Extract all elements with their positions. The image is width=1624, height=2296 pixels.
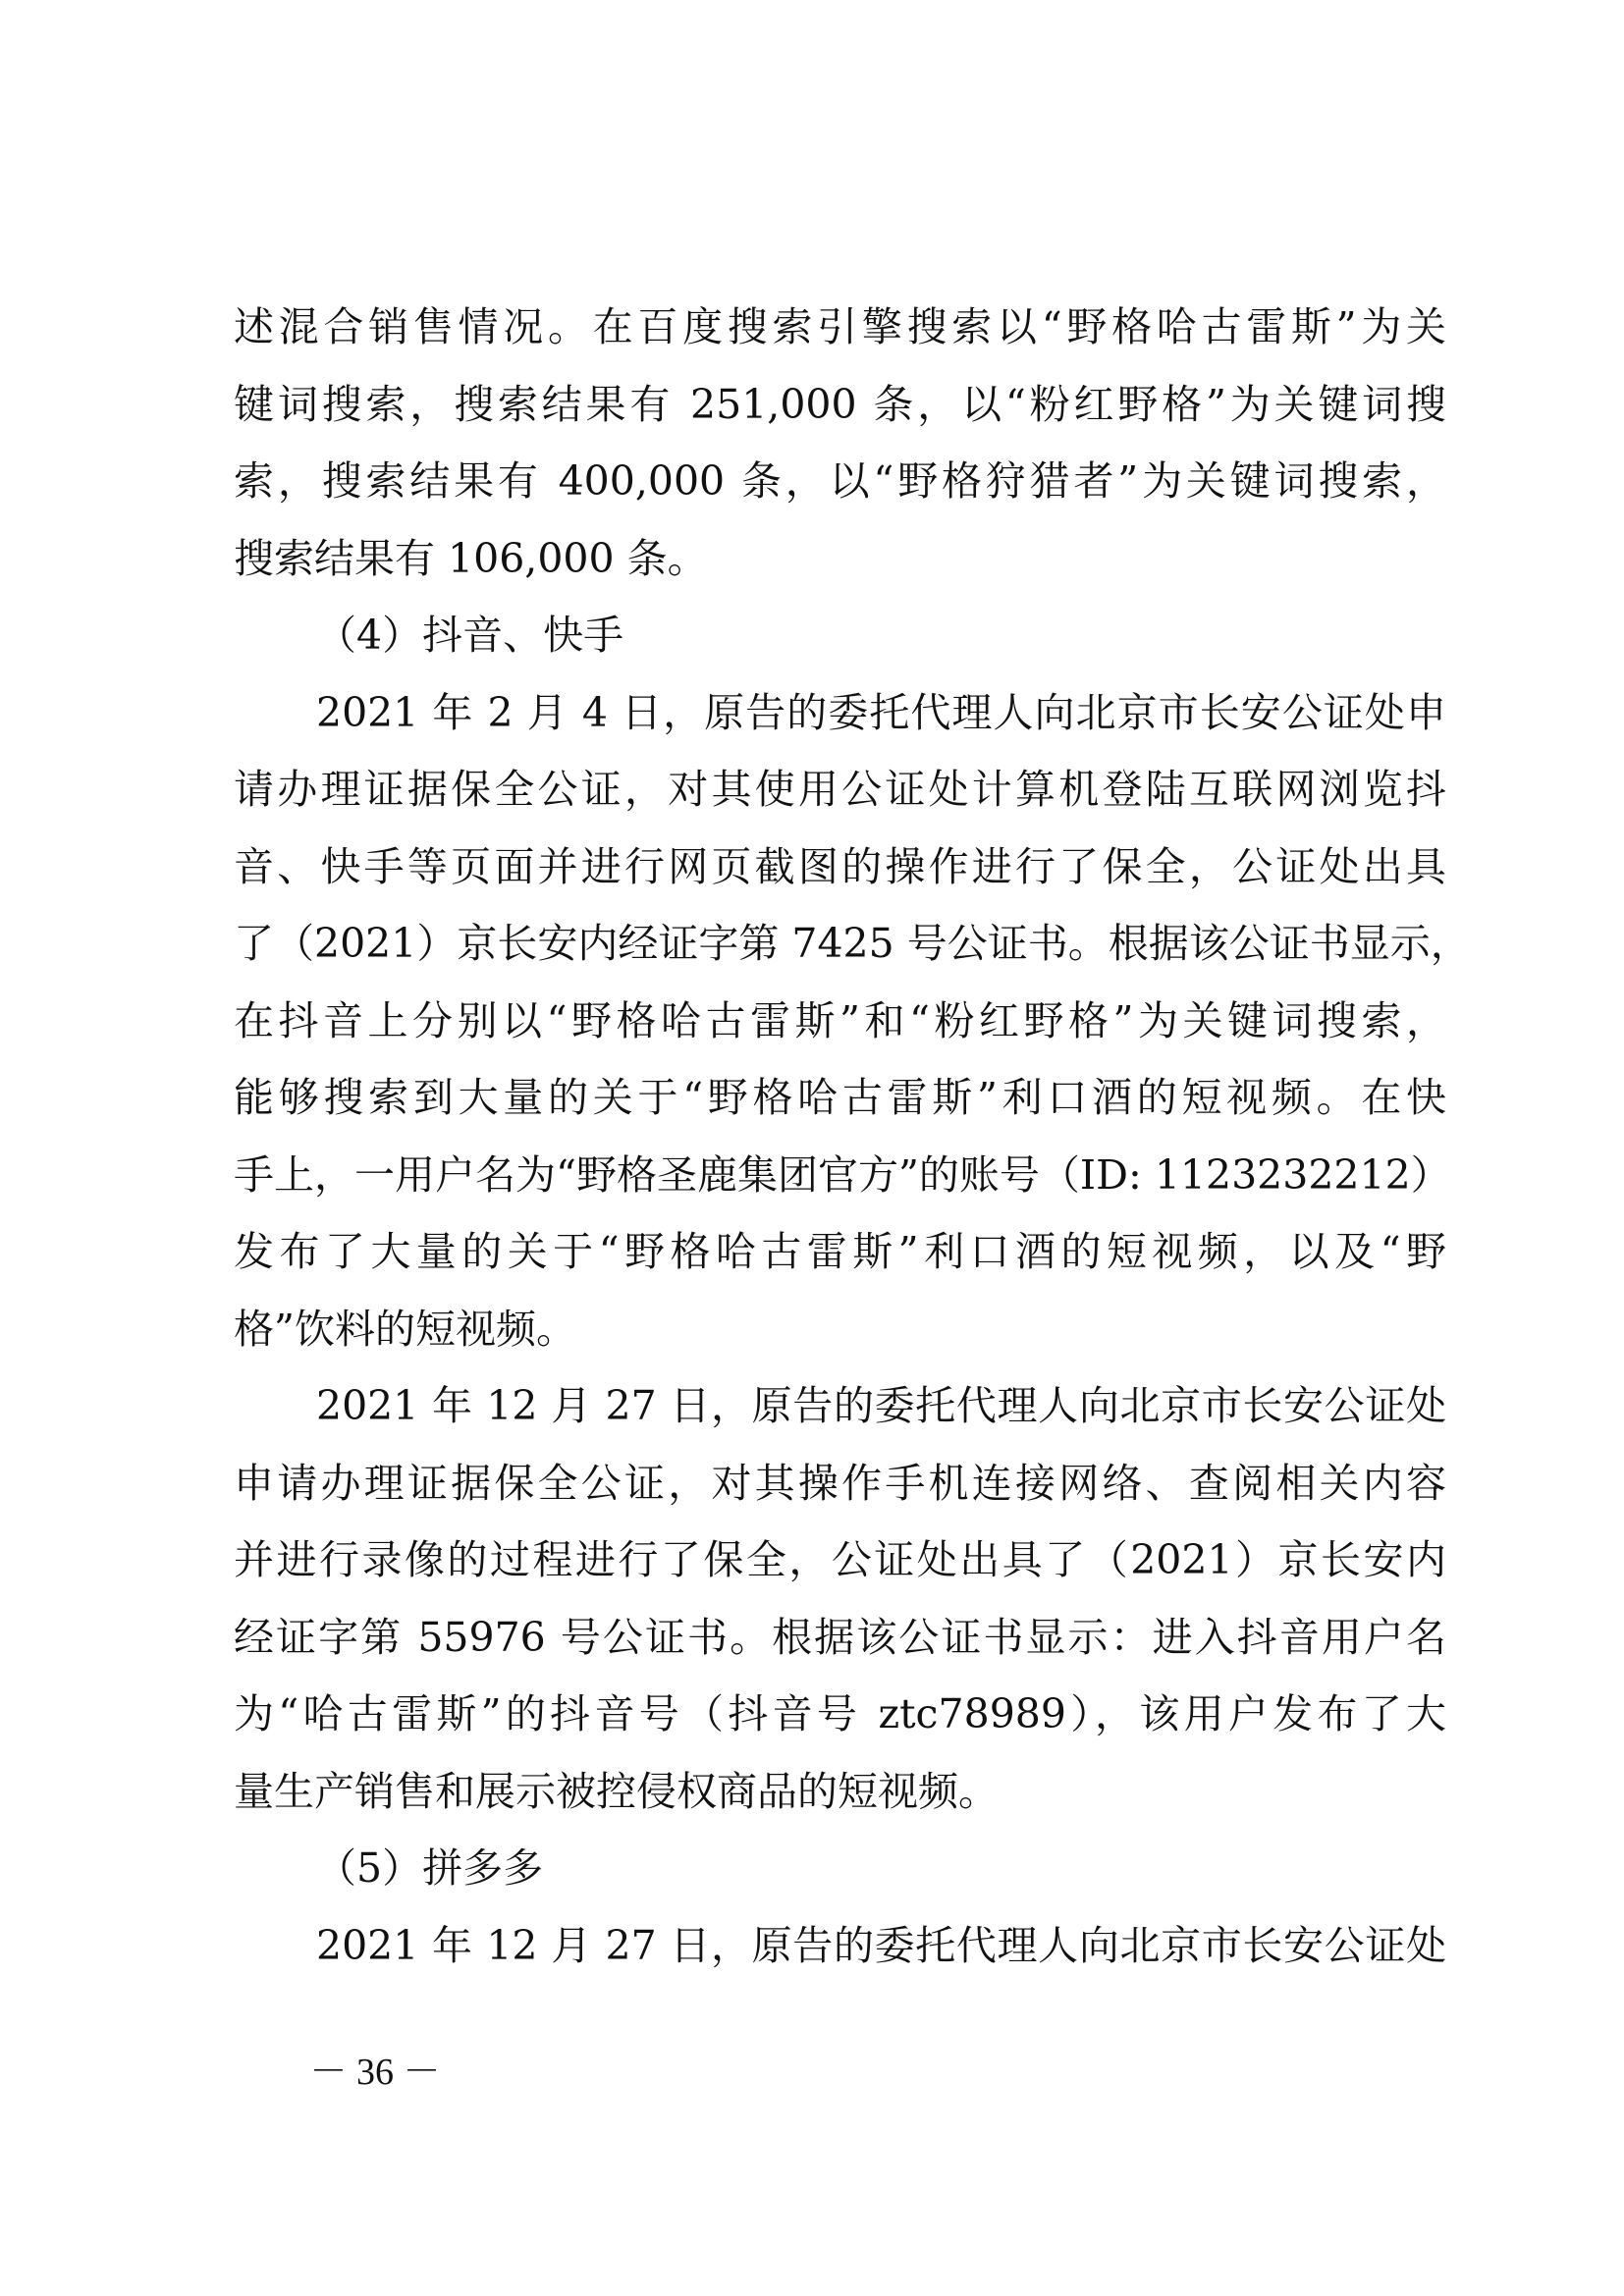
paragraph: [234, 289, 1446, 597]
section-heading: [234, 597, 1446, 674]
text-line: 搜索结果有 106,000 条。: [234, 534, 708, 582]
document-body: [234, 289, 1471, 1984]
paragraph: [234, 1907, 1446, 1985]
text-line: 2021 年 12 月 27 日，原告的委托代理人向北京市长安公证处: [316, 1382, 1446, 1429]
text-line: 述混合销售情况。在百度搜索引擎搜索以“野格哈古雷斯”为关: [234, 303, 1446, 350]
text-line: 了（2021）京长安内经证字第 7425 号公证书。根据该公证书显示，: [234, 920, 1471, 967]
paragraph: [234, 674, 1471, 1368]
page-number: － 36 －: [309, 2052, 441, 2093]
text-line: 格”饮料的短视频。: [234, 1305, 576, 1353]
text-line: 在抖音上分别以“野格哈古雷斯”和“粉红野格”为关键词搜索，: [234, 996, 1446, 1044]
heading-line: （5）拼多多: [316, 1844, 544, 1892]
text-line: 为“哈古雷斯”的抖音号（抖音号 ztc78989），该用户发布了大: [234, 1690, 1446, 1737]
text-line: 发布了大量的关于“野格哈古雷斯”利口酒的短视频，以及“野: [234, 1228, 1446, 1275]
text-line: 2021 年 12 月 27 日，原告的委托代理人向北京市长安公证处: [316, 1921, 1446, 1969]
heading-line: （4）抖音、快手: [316, 612, 624, 659]
section-heading: [234, 1830, 1446, 1907]
text-line: 键词搜索，搜索结果有 251,000 条，以“粉红野格”为关键词搜: [234, 380, 1446, 428]
text-line: 经证字第 55976 号公证书。根据该公证书显示：进入抖音用户名: [234, 1613, 1446, 1661]
text-line: 手上，一用户名为“野格圣鹿集团官方”的账号（ID: 1123232212）: [234, 1150, 1451, 1199]
text-line: 音、快手等页面并进行网页截图的操作进行了保全，公证处出具: [234, 842, 1446, 890]
text-line: 请办理证据保全公证，对其使用公证处计算机登陆互联网浏览抖: [234, 766, 1446, 813]
text-line: 索，搜索结果有 400,000 条，以“野格狩猎者”为关键词搜索，: [234, 457, 1446, 505]
text-line: 能够搜索到大量的关于“野格哈古雷斯”利口酒的短视频。在快: [234, 1074, 1446, 1121]
paragraph: [234, 1367, 1446, 1830]
text-line: 量生产销售和展示被控侵权商品的短视频。: [234, 1767, 999, 1815]
text-line: 并进行录像的过程进行了保全，公证处出具了（2021）京长安内: [234, 1536, 1446, 1583]
text-line: 申请办理证据保全公证，对其操作手机连接网络、查阅相关内容: [234, 1459, 1446, 1507]
text-line: 2021 年 2 月 4 日，原告的委托代理人向北京市长安公证处申: [316, 688, 1446, 736]
